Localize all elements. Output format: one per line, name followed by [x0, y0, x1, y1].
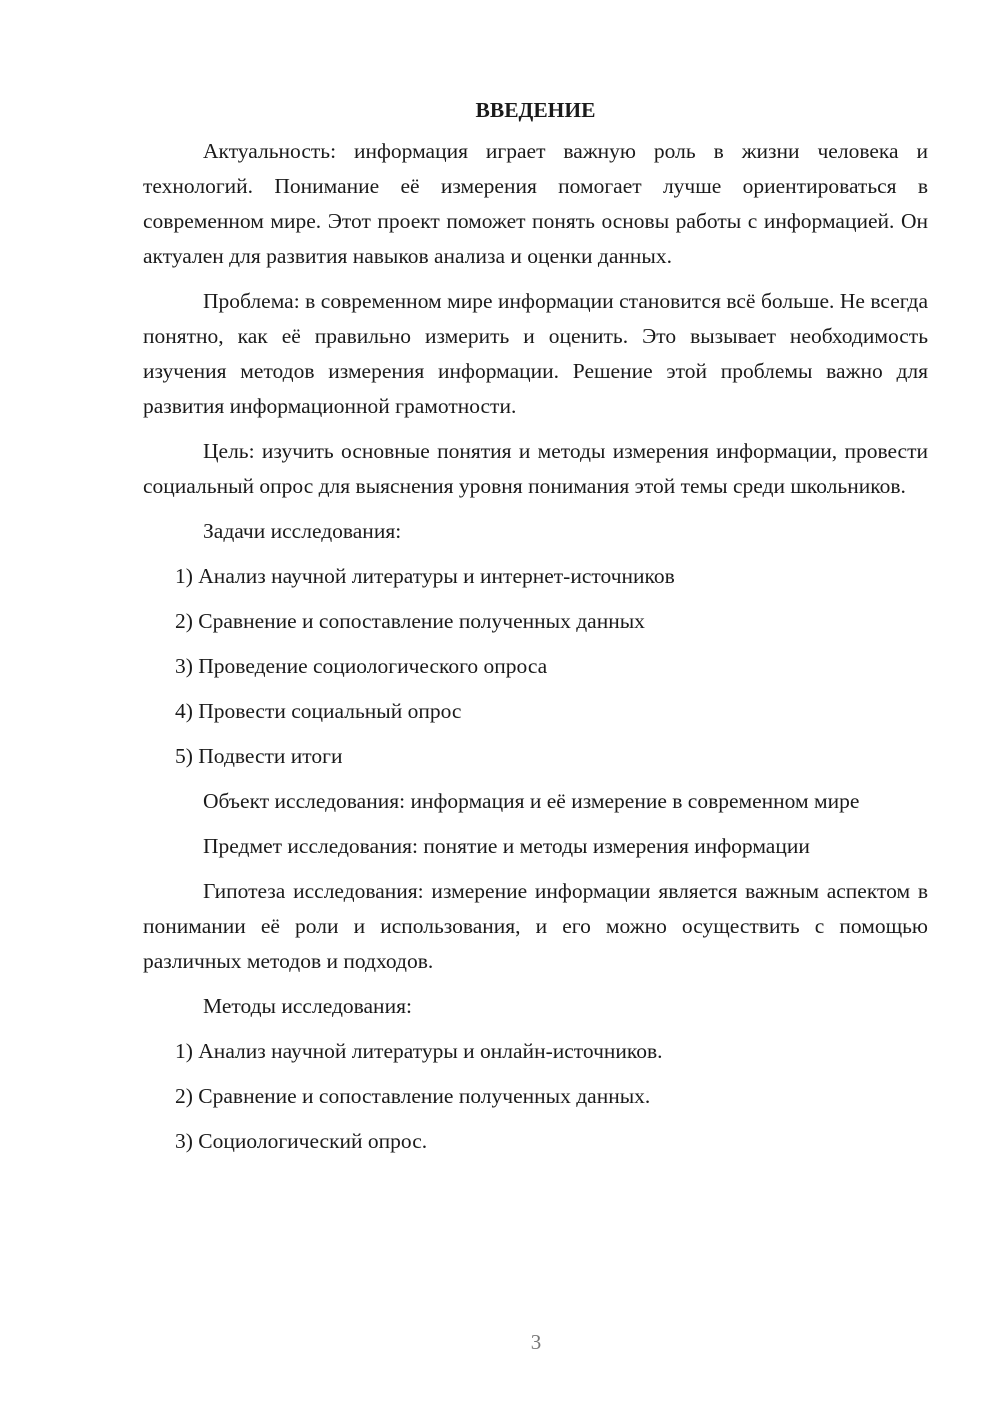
list-item: 3) Социологический опрос. [175, 1129, 428, 1153]
list-item: 1) Анализ научной литературы и интернет-источников [175, 564, 675, 588]
page-number: 3 [530, 1330, 542, 1354]
object-paragraph: Объект исследования: информация и её измерение в современном мире [203, 789, 860, 813]
methods-heading: Методы исследования: [203, 994, 412, 1018]
subject-paragraph: Предмет исследования: понятие и методы измерения информации [203, 834, 810, 858]
tasks-list [143, 559, 928, 774]
goal-paragraph: Цель: изучить основные понятия и методы измерения информации, провести социальный опрос для выяснения уровня понимания этой темы среди школьников. [143, 439, 928, 498]
document-page [143, 90, 928, 1169]
relevance-paragraph: Актуальность: информация играет важную роль в жизни человека и технологий. Понимание её измерения помогает лучше ориентироваться в современном мире. Этот проект поможет понять основы работы с информацией. Он актуален для развития навыков анализа и оценки данных. [143, 139, 928, 268]
list-item: 5) Подвести итоги [175, 744, 343, 768]
methods-list [143, 1034, 928, 1159]
list-item: 1) Анализ научной литературы и онлайн-источников. [175, 1039, 663, 1063]
list-item: 2) Сравнение и сопоставление полученных данных. [175, 1084, 651, 1108]
problem-paragraph: Проблема: в современном мире информации становится всё больше. Не всегда понятно, как её правильно измерить и оценить. Это вызывает необходимость изучения методов измерения информации. Решение этой проблемы важно для развития информационной грамотности. [143, 289, 928, 418]
list-item: 3) Проведение социологического опроса [175, 654, 548, 678]
tasks-heading: Задачи исследования: [203, 519, 402, 543]
list-item: 2) Сравнение и сопоставление полученных данных [175, 609, 645, 633]
section-title: ВВЕДЕНИЕ [475, 98, 596, 122]
hypothesis-paragraph: Гипотеза исследования: измерение информации является важным аспектом в понимании её роли и использования, и его можно осуществить с помощью различных методов и подходов. [143, 879, 928, 973]
list-item: 4) Провести социальный опрос [175, 699, 462, 723]
